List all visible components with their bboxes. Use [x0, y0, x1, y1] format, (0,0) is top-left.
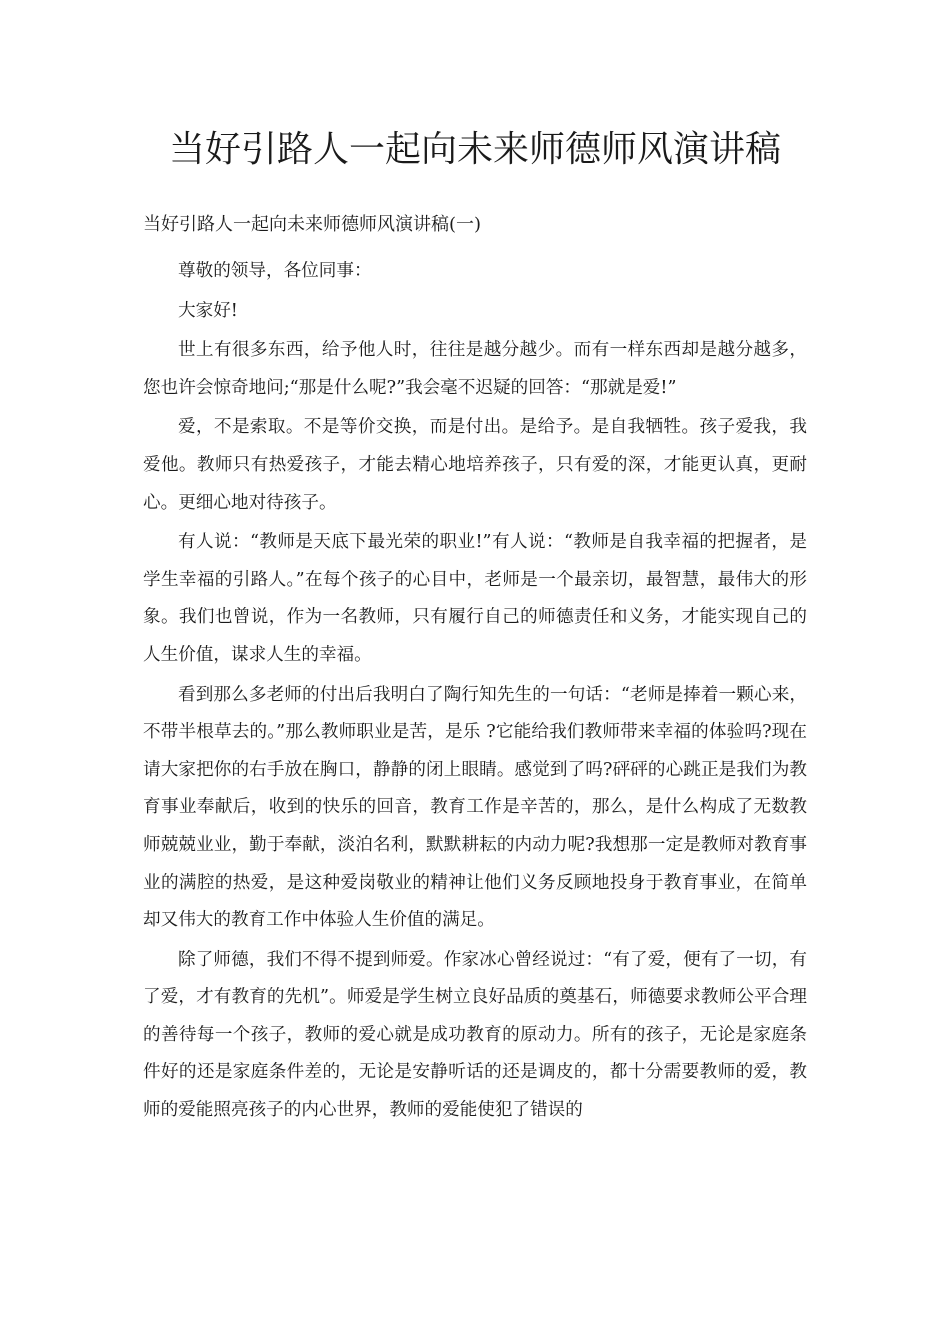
- paragraph: 除了师德，我们不得不提到师爱。作家冰心曾经说过：“有了爱，便有了一切，有了爱，才有教育的先机”。师爱是学生树立良好品质的奠基石，师德要求教师公平合理的善待每一个孩子，教师的爱心就是成功教育的原动力。所有的孩子，无论是家庭条件好的还是家庭条件差的，无论是安静听话的还是调皮的，都十分需要教师的爱，教师的爱能照亮孩子的内心世界，教师的爱能使犯了错误的: [143, 949, 807, 1121]
- document-subtitle: 当好引路人一起向未来师德师风演讲稿(一): [143, 214, 482, 235]
- paragraph: 有人说：“教师是天底下最光荣的职业!”有人说：“教师是自我幸福的把握者，是学生幸福的引路人。”在每个孩子的心目中，老师是一个最亲切，最智慧，最伟大的形象。我们也曾说，作为一名教师，只有履行自己的师德责任和义务，才能实现自己的人生价值，谋求人生的幸福。: [143, 532, 807, 665]
- paragraph-greeting: 大家好!: [178, 300, 238, 321]
- paragraph-salutation: 尊敬的领导，各位同事：: [178, 261, 372, 281]
- paragraph: 看到那么多老师的付出后我明白了陶行知先生的一句话：“老师是捧着一颗心来，不带半根草去的。”那么教师职业是苦，是乐 ?它能给我们教师带来幸福的体验吗?现在请大家把你的右手放在胸口，静静的闭上眼睛。感觉到了吗?砰砰的心跳正是我们为教育事业奉献后，收到的快乐的回音，教育工作是辛苦的，那么，是什么构成了无数教师兢兢业业，勤于奉献，淡泊名利，默默耕耘的内动力呢?我想那一定是教师对教育事业的满腔的热爱，是这种爱岗敬业的精神让他们义务反顾地投身于教育事业，在简单却又伟大的教育工作中体验人生价值的满足。: [143, 684, 807, 931]
- document-body: [143, 253, 807, 1132]
- paragraph: 爱，不是索取。不是等价交换，而是付出。是给予。是自我牺牲。孩子爱我，我爱他。教师只有热爱孩子，才能去精心地培养孩子，只有爱的深，才能更认真，更耐心。更细心地对待孩子。: [143, 417, 807, 513]
- document-title: 当好引路人一起向未来师德师风演讲稿: [168, 129, 781, 170]
- paragraph: 世上有很多东西，给予他人时，往往是越分越少。而有一样东西却是越分越多，您也许会惊奇地问;“那是什么呢?”我会毫不迟疑的回答：“那就是爱!”: [143, 340, 807, 398]
